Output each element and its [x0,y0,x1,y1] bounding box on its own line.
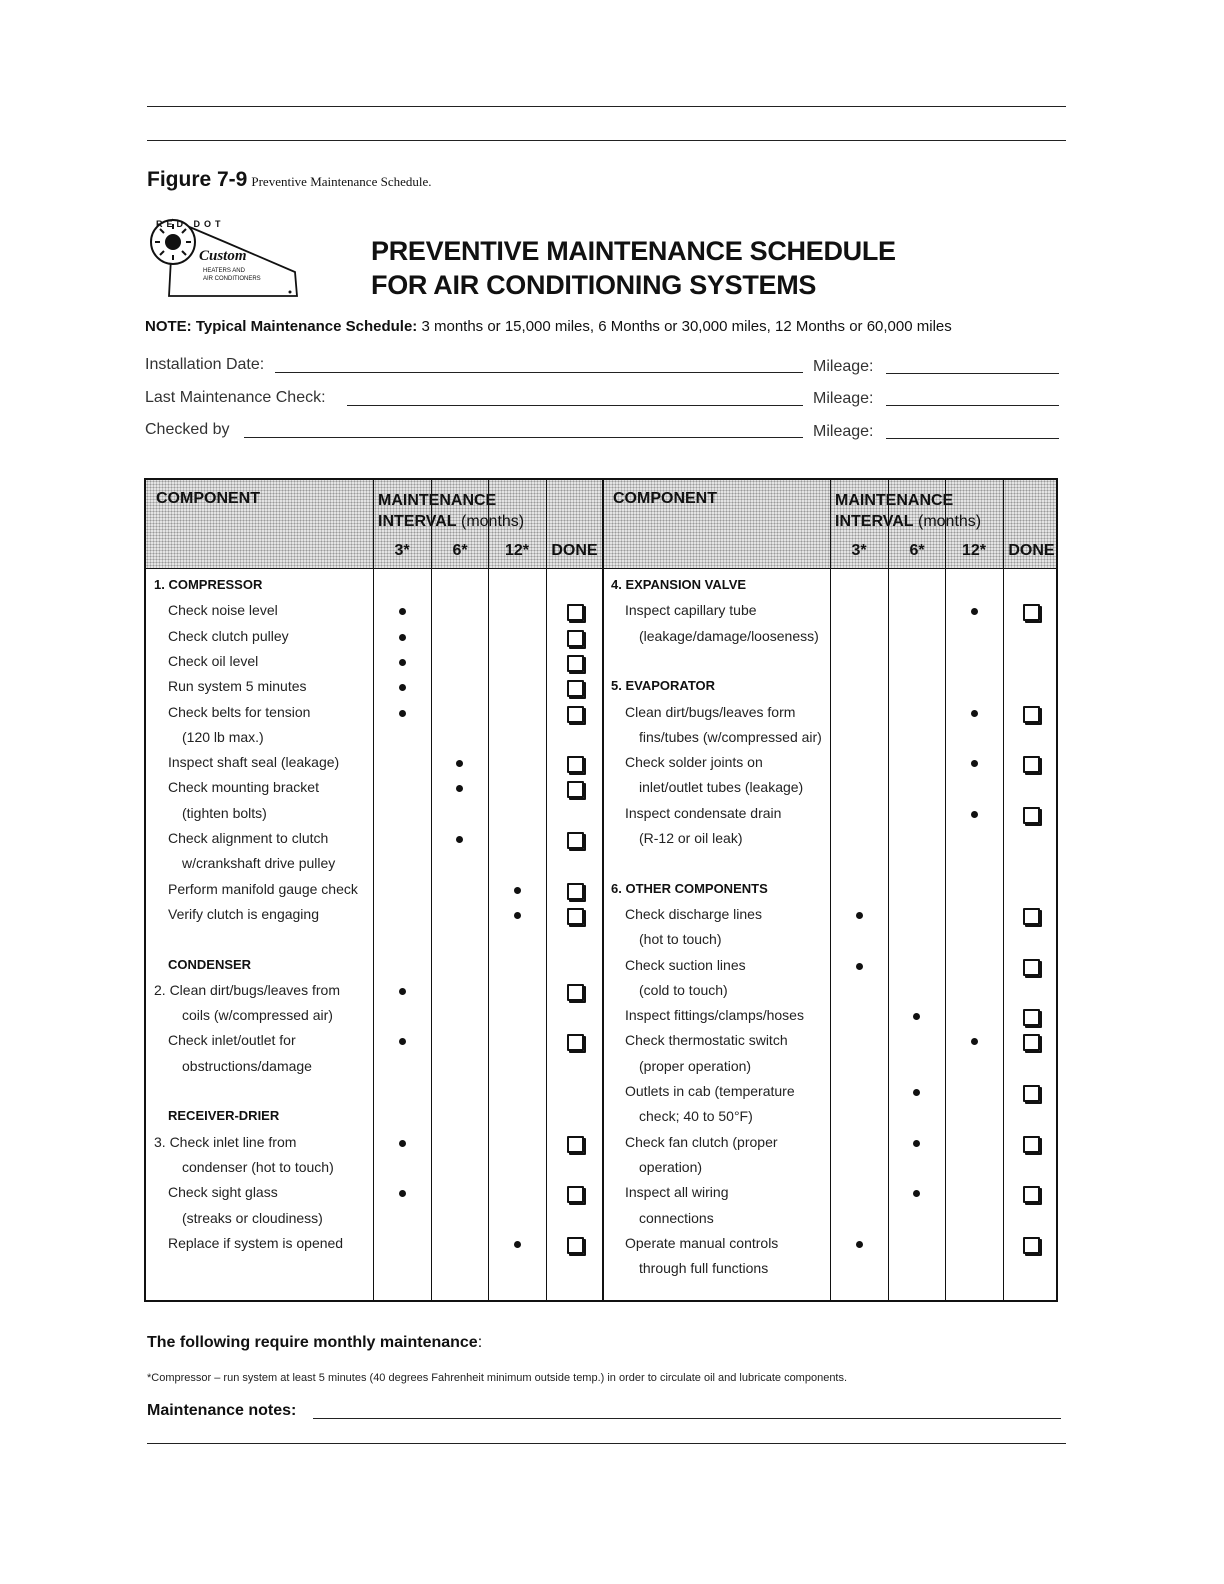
col-divider-center [602,480,604,1300]
mileage-label-2: Mileage: [813,390,874,407]
last-check-label: Last Maintenance Check: [145,389,326,406]
task-text: 2. Clean dirt/bugs/leaves from [154,981,340,998]
done-checkbox[interactable] [1023,756,1040,773]
mileage-field-3[interactable] [886,438,1059,439]
task-text: Clean dirt/bugs/leaves form [625,703,796,720]
mileage-field-1[interactable] [886,373,1059,374]
task-text: Check mounting bracket [168,779,319,796]
header-col-12-left: 12* [504,542,530,559]
note-text: 3 months or 15,000 miles, 6 Months or 30,000 miles, 12 Months or 60,000 miles [421,318,952,335]
section-heading: 1. COMPRESSOR [154,577,263,592]
title-line-1: PREVENTIVE MAINTENANCE SCHEDULE [371,236,896,266]
footnote: *Compressor – run system at least 5 minutes (40 degrees Fahrenheit minimum outside temp.) in order to circulate oil and lubricate components. [147,1372,848,1384]
done-checkbox[interactable] [567,655,584,672]
interval-dot-3mo [399,988,406,995]
header-done-right: DONE [1008,542,1055,559]
interval-dot-12mo [514,887,521,894]
top-rule-2 [147,140,1066,141]
header-col-3-left: 3* [394,542,410,559]
col-divider [431,480,432,1300]
task-text: connections [639,1209,714,1226]
maintenance-notes-field[interactable] [313,1418,1061,1419]
logo-sub-2: AIR CONDITIONERS [203,276,261,282]
task-text: fins/tubes (w/compressed air) [639,728,822,745]
task-text: check; 40 to 50°F) [639,1108,753,1125]
interval-dot-12mo [971,1038,978,1045]
done-checkbox[interactable] [567,1237,584,1254]
col-divider [945,480,946,1300]
section-heading: RECEIVER-DRIER [168,1108,280,1124]
interval-dot-12mo [971,760,978,767]
interval-dot-12mo [971,811,978,818]
task-text: Check sight glass [168,1184,278,1201]
task-text: Inspect all wiring [625,1184,729,1201]
note-prefix: NOTE: [145,318,192,335]
done-checkbox[interactable] [1023,604,1040,621]
done-checkbox[interactable] [567,1136,584,1153]
header-component-right: COMPONENT [613,490,717,507]
col-divider [373,480,374,1300]
interval-dot-6mo [913,1013,920,1020]
task-text: coils (w/compressed air) [182,1007,333,1024]
done-checkbox[interactable] [1023,908,1040,925]
mileage-field-2[interactable] [886,405,1059,406]
logo-sub-1: HEATERS AND [203,268,245,274]
bottom-rule [147,1443,1066,1444]
done-checkbox[interactable] [567,706,584,723]
col-divider [1003,480,1004,1300]
col-divider [488,480,489,1300]
task-text: Run system 5 minutes [168,678,307,695]
interval-dot-6mo [456,785,463,792]
task-text: obstructions/damage [182,1057,312,1074]
interval-dot-3mo [399,684,406,691]
interval-dot-12mo [971,710,978,717]
task-text: (tighten bolts) [182,804,267,821]
interval-dot-6mo [913,1089,920,1096]
done-checkbox[interactable] [1023,1085,1040,1102]
task-text: Outlets in cab (temperature [625,1083,795,1099]
done-checkbox[interactable] [1023,959,1040,976]
task-text: Check clutch pulley [168,627,289,644]
task-text: Inspect capillary tube [625,602,757,619]
interval-dot-3mo [399,659,406,666]
done-checkbox[interactable] [567,1034,584,1051]
header-col-6-left: 6* [452,542,468,559]
interval-dot-3mo [399,608,406,615]
header-component-left: COMPONENT [156,490,260,507]
task-text: through full functions [639,1260,769,1277]
interval-dot-3mo [856,1241,863,1248]
task-text: operation) [639,1158,703,1175]
header-maintenance-left [378,490,524,532]
done-checkbox[interactable] [567,832,584,849]
monthly-label: The following require monthly maintenance [147,1334,478,1351]
header-col-12-right: 12* [961,542,987,559]
interval-dot-6mo [913,1190,920,1197]
installation-date-field[interactable] [275,372,803,373]
interval-dot-12mo [971,608,978,615]
task-text: (streaks or cloudiness) [182,1209,323,1226]
task-text: condenser (hot to touch) [182,1158,334,1175]
done-checkbox[interactable] [567,883,584,900]
maintenance-table [144,478,1058,1302]
top-rule-1 [147,106,1066,107]
figure-caption [147,168,432,192]
title-line-2: FOR AIR CONDITIONING SYSTEMS [371,270,817,300]
task-text: Inspect shaft seal (leakage) [168,754,340,771]
interval-dot-6mo [456,760,463,767]
interval-dot-3mo [399,1140,406,1147]
task-text: Check inlet/outlet for [168,1032,296,1049]
task-text: Verify clutch is engaging [168,905,319,922]
done-checkbox[interactable] [567,908,584,925]
section-heading: 6. OTHER COMPONENTS [611,880,768,896]
red-dot-logo [145,212,325,302]
header-maintenance-word: MAINTENANCE [378,492,497,509]
header-interval-line [835,511,981,532]
done-checkbox[interactable] [567,756,584,773]
header-done-left: DONE [551,542,598,559]
col-divider [546,480,547,1300]
task-text: Check oil level [168,652,259,669]
figure-caption-text: Preventive Maintenance Schedule. [251,174,432,189]
section-heading: CONDENSER [168,956,252,972]
done-checkbox[interactable] [567,604,584,621]
installation-date-label: Installation Date: [145,356,265,373]
done-checkbox[interactable] [567,630,584,647]
task-text: inlet/outlet tubes (leakage) [639,779,804,796]
done-checkbox[interactable] [567,781,584,798]
task-text: Inspect condensate drain [625,804,782,821]
task-text: (hot to touch) [639,931,722,948]
interval-dot-3mo [856,963,863,970]
logo-script: Custom [199,248,247,264]
task-text: Check thermostatic switch [625,1032,788,1049]
done-checkbox[interactable] [1023,1034,1040,1051]
interval-dot-3mo [399,1038,406,1045]
done-checkbox[interactable] [1023,1009,1040,1026]
header-interval-word: INTERVAL [378,513,457,530]
done-checkbox[interactable] [567,680,584,697]
task-text: Check noise level [168,602,278,619]
schedule-note [145,318,952,335]
done-checkbox[interactable] [1023,1136,1040,1153]
section-heading: 5. EVAPORATOR [611,678,716,694]
task-text: Inspect fittings/clamps/hoses [625,1007,804,1024]
done-checkbox[interactable] [1023,1237,1040,1254]
task-text: w/crankshaft drive pulley [182,855,336,872]
done-checkbox[interactable] [567,984,584,1001]
task-text: Check alignment to clutch [168,830,329,846]
task-text: Check belts for tension [168,703,311,720]
header-maintenance-word: MAINTENANCE [835,492,954,509]
interval-dot-3mo [399,710,406,717]
col-divider [888,480,889,1300]
checked-by-field[interactable] [244,437,803,438]
task-text: (R-12 or oil leak) [639,830,743,846]
task-text: Check discharge lines [625,905,762,922]
section-heading: 4. EXPANSION VALVE [611,577,747,592]
header-months: (months) [460,513,525,530]
done-checkbox[interactable] [567,1186,584,1203]
task-text: Check solder joints on [625,754,763,771]
col-divider [830,480,831,1300]
done-checkbox[interactable] [1023,1186,1040,1203]
done-checkbox[interactable] [1023,706,1040,723]
checked-by-label: Checked by [145,421,230,438]
mileage-label-3: Mileage: [813,423,874,440]
task-text: 3. Check inlet line from [154,1133,297,1150]
header-split [431,536,432,568]
task-text: (proper operation) [639,1057,752,1074]
monthly-colon: : [477,1334,483,1351]
task-text: (leakage/damage/looseness) [639,627,819,644]
task-text: (120 lb max.) [182,728,264,745]
header-col-3-right: 3* [851,542,867,559]
header-interval-word: INTERVAL [835,513,914,530]
last-check-field[interactable] [347,405,803,406]
interval-dot-6mo [456,836,463,843]
task-text: (cold to touch) [639,981,728,998]
task-text: Check fan clutch (proper [625,1133,778,1150]
page-title [371,234,896,302]
interval-dot-3mo [399,1190,406,1197]
interval-dot-12mo [514,1241,521,1248]
interval-dot-12mo [514,912,521,919]
header-maintenance-right [835,490,981,532]
logo-brand: RED DOT [156,219,225,229]
header-col-6-right: 6* [909,542,925,559]
task-text: Operate manual controls [625,1234,779,1251]
task-text: Replace if system is opened [168,1234,344,1251]
interval-dot-3mo [856,912,863,919]
maintenance-notes-label: Maintenance notes: [147,1402,297,1419]
header-interval-line [378,511,524,532]
mileage-label-1: Mileage: [813,358,874,375]
note-label: Typical Maintenance Schedule: [195,318,418,335]
task-text: Perform manifold gauge check [168,880,358,897]
header-months: (months) [917,513,982,530]
monthly-maintenance [147,1334,482,1352]
interval-dot-6mo [913,1140,920,1147]
interval-dot-3mo [399,634,406,641]
figure-label: Figure 7-9 [147,168,248,191]
task-text: Check suction lines [625,956,746,973]
done-checkbox[interactable] [1023,807,1040,824]
